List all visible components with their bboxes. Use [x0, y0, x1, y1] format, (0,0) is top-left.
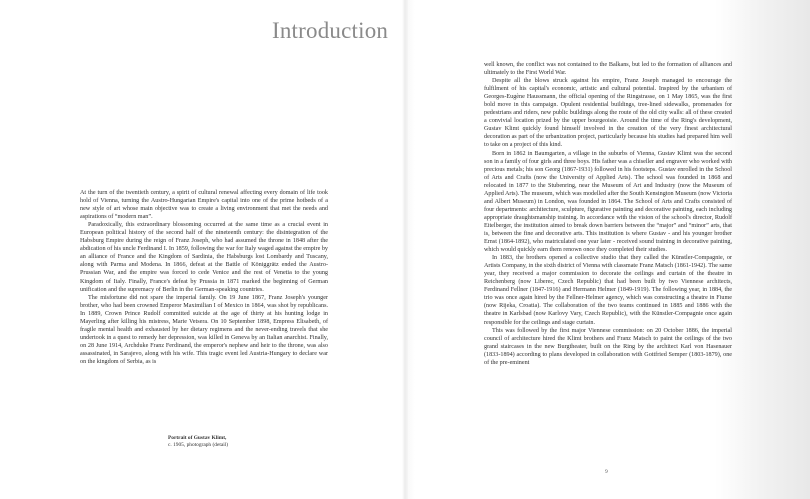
paragraph: In 1883, the brothers opened a collective studio that they called the Künstler-Compagnie, or Artists Company, in the sixth district of Vienna with classmate Franz Matsch (1861-1942). The same year, they received a major commission to decorate the ceilings and curtain of the theatre in Reichenberg (now Liberec, Czech Republic) that had been built by two Viennese architects, Ferdinand Fellner (1847-1916) and Hermann Helmer (1849-1919). The following year, in 1884, the trio was once again hired by the Fellner-Helmer agency, which was constructing a theatre in Fiume (now Rijeka, Croatia). The collaboration of the two teams continued in 1885 and 1886 with the theatre in Karlsbad (now Karlovy Vary, Czech Republic), with the Künstler-Compagnie once again responsible for the ceilings and stage curtain.	[484, 255, 732, 326]
paragraph: Paradoxically, this extraordinary blossoming occurred at the same time as a crucial event in European political history of the second half of the nineteenth century: the disintegration of the Habsburg Empire during the reign of Franz Joseph, who had assumed the throne in 1848 after the abdication of his uncle Ferdinand I. In 1859, following the war for Italy waged against the empire by an alliance of France and the Kingdom of Sardinia, the Habsburgs lost Lombardy and Tuscany, along with Parma and Modena. In 1866, defeat at the Battle of Königgrätz ended the Austro-Prussian War, and the empire was forced to cede Venice and the rest of Venetia to the young Kingdom of Italy. Finally, France's defeat by Prussia in 1871 marked the beginning of German unification and the supremacy of Berlin in the German-speaking countries.	[80, 222, 328, 293]
chapter-title: Introduction	[272, 18, 389, 43]
book-gutter	[402, 0, 408, 499]
figure-caption	[168, 435, 228, 449]
paragraph: At the turn of the twentieth century, a spirit of cultural renewal affecting every domain of life took hold of Vienna, turning the Austro-Hungarian Empire's capital into one of the prime hotbeds of a new style of art whose main objective was to create a living environment that met the needs and aspirations of “modern man”.	[80, 190, 328, 221]
page-number: 9	[605, 469, 608, 475]
paragraph-continuation: well known, the conflict was not contained to the Balkans, but led to the formation of alliances and ultimately to the First World War.	[484, 62, 732, 77]
paragraph: This was followed by the first major Viennese commission: on 20 October 1886, the imperial council of architecture hired the Klimt brothers and Franz Matsch to paint the ceilings of the two grand staircases in the new Burgtheater, built on the Ring by the architect Karl von Hasenauer (1833-1894) according to plans developed in collaboration with Gottfried Semper (1803-1879), one of the pre-eminent	[484, 327, 732, 366]
paragraph: The misfortune did not spare the imperial family. On 19 June 1867, Franz Joseph's younger brother, who had been crowned Emperor Maximilian I of Mexico in 1864, was shot by republicans. In 1889, Crown Prince Rudolf committed suicide at the age of thirty at his hunting lodge in Mayerling after killing his mistress, Marie Vetsera. On 10 September 1898, Empress Elisabeth, of fragile mental health and exhausted by her dietary regimens and the never-ending travels that she undertook in a quest to remedy her depression, was killed in Geneva by an Italian anarchist. Finally, on 28 June 1914, Archduke Franz Ferdinand, the emperor's nephew and heir to the throne, was also assassinated, in Sarajevo, along with his wife. This tragic event led Austria-Hungary to declare war on the kingdom of Serbia, as is	[80, 294, 328, 365]
caption-title: Portrait of Gustav Klimt,	[168, 435, 227, 441]
left-text-column	[80, 189, 328, 366]
caption-detail: c. 1905, photograph (detail)	[168, 442, 229, 448]
right-text-column	[484, 61, 732, 367]
paragraph: Despite all the blows struck against his empire, Franz Joseph managed to encourage the fulfilment of his capital's economic, artistic and cultural potential. Inspired by the urbanism of Georges-Eugène Haussmann, the official opening of the Ringstrasse, on 1 May 1865, was the first bold move in this campaign. Opulent residential buildings, tree-lined sidewalks, promenades for pedestrians and riders, new public buildings along the route of the old city walls: all of these created a convivial location prized by the upper bourgeoisie. Around the time of the Ring's development, Gustav Klimt quickly found himself involved in the creation of the very finest architectural decoration as part of the urbanization project, particularly because his studies had prepared him well to take on a project of this kind.	[484, 78, 732, 149]
paragraph: Born in 1862 in Baumgarten, a village in the suburbs of Vienna, Gustav Klimt was the second son in a family of four girls and three boys. His father was a chiseller and engraver who worked with precious metals; his son Georg (1867-1931) followed in his footsteps. Gustav enrolled in the School of Arts and Crafts (now the University of Applied Arts). The school was founded in 1868 and relocated in 1877 to the Stubenring, near the Museum of Art and Industry (now the Museum of Applied Arts). The museum, which was modelled after the South Kensington Museum (now Victoria and Albert Museum) in London, was founded in 1864. The School of Arts and Crafts consisted of four departments: architecture, sculpture, figurative painting and decorative painting, each including appropriate draughtsmanship training. In accordance with the vision of the school's director, Rudolf Eitelberger, the institution aimed to break down barriers between the “major” and “minor” arts, that is, between the fine and decorative arts. This institution is where Gustav - and his younger brother Ernst (1864-1892), who matriculated one year later - received sound training in decorative painting, which would quickly earn them renown once they completed their studies.	[484, 150, 732, 254]
